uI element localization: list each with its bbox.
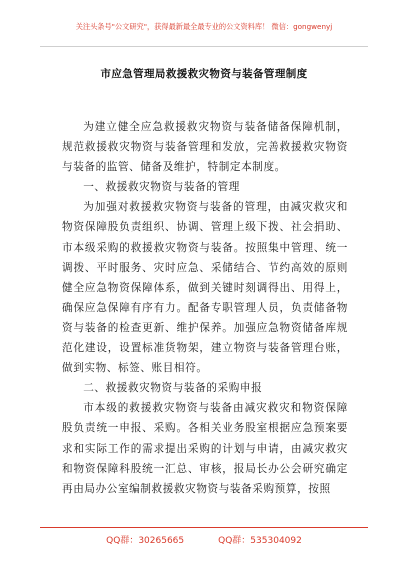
paragraph-management: 为加强对救援救灾物资与装备的管理，由减灾救灾和物资保障股负责组织、协调、管理上级下拨、社会捐助、市本级采购的救援救灾物资与装备。按照集中管理、统一调拨、平时服务、灾时应急、采储结合、节约高效的原则健全应急物资保障体系，做到关键时刻调得出、用得上，确保应急保障有序有力。配备专职管理人员，负责储备物资与装备的检查更新、维护保养。加强应急物资储备库规范化建设，设置标准货物架，建立物资与装备管理台账，做到实物、标签、账目相符。 <box>62 201 348 375</box>
section-heading-management: 一、救援救灾物资与装备的管理 <box>83 181 240 194</box>
paragraph-procurement: 市本级的救援救灾物资与装备由减灾救灾和物资保障股负责统一申报、采购。各相关业务股室根据应急预案要求和实际工作的需求提出采购的计划与申请，由减灾救灾和物资保障科股统一汇总、审核，报局长办公会研究确定再由局办公室编制救援救灾物资与装备采购预算，按照 <box>62 402 348 495</box>
footer-contacts <box>0 533 408 546</box>
header-banner: 关注头条号"公文研究"，获得最新最全最专业的公文资料库！ 微信：gongwenyj <box>75 22 333 31</box>
section-heading-procurement: 二、救援救灾物资与装备的采购申报 <box>83 382 263 395</box>
header-divider <box>40 46 368 47</box>
footer-divider <box>40 527 368 528</box>
document-body <box>62 117 348 499</box>
footer-qq-group-1: QQ群：30265665 <box>106 536 185 546</box>
document-title: 市应急管理局救援救灾物资与装备管理制度 <box>100 68 308 80</box>
footer-qq-group-2: QQ群：535304092 <box>218 536 302 546</box>
paragraph-intro: 为建立健全应急救援救灾物资与装备储备保障机制，规范救援救灾物资与装备管理和发放，完善救援救灾物资与装备的监管、储备及维护，特制定本制度。 <box>62 121 348 174</box>
